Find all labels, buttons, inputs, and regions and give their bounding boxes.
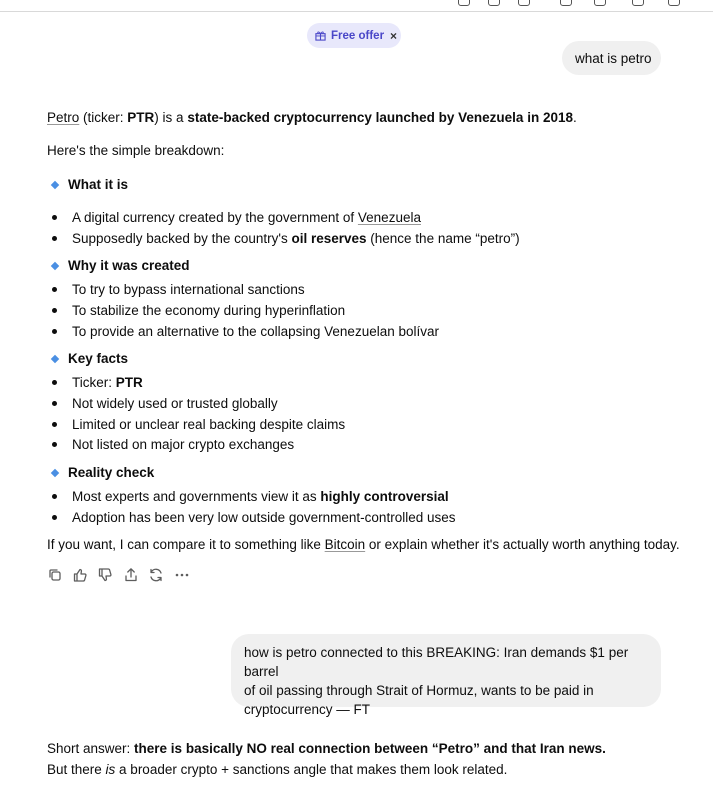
free-offer-pill[interactable] bbox=[307, 23, 401, 48]
list-item: Not listed on major crypto exchanges bbox=[72, 437, 295, 452]
list-item bbox=[72, 230, 520, 248]
regenerate-icon[interactable] bbox=[148, 567, 164, 583]
bullet bbox=[52, 494, 57, 499]
breakdown-text: Here's the simple breakdown: bbox=[47, 143, 225, 158]
list-item: Not widely used or trusted globally bbox=[72, 396, 278, 411]
list-item-text: Supposedly backed by the country's bbox=[72, 231, 292, 246]
bullet bbox=[52, 422, 57, 427]
section-heading-text: Key facts bbox=[68, 351, 129, 366]
closing-text bbox=[47, 536, 680, 554]
diamond-icon bbox=[51, 181, 59, 189]
list-item-text: A digital currency created by the government of bbox=[72, 210, 358, 225]
intro-text: (ticker: bbox=[79, 110, 128, 125]
user-message-line: of oil passing through Strait of Hormuz, wants to be paid in bbox=[244, 683, 594, 698]
toolbar-icon[interactable] bbox=[458, 0, 470, 6]
answer2-text: But there bbox=[47, 762, 106, 777]
list-item-text: Ticker: bbox=[72, 375, 116, 390]
section-heading bbox=[68, 257, 190, 275]
share-icon[interactable] bbox=[123, 567, 139, 583]
section-heading bbox=[68, 176, 128, 194]
toolbar-icon[interactable] bbox=[560, 0, 572, 6]
bitcoin-link[interactable]: Bitcoin bbox=[324, 537, 366, 552]
bookmark-icon[interactable] bbox=[518, 0, 530, 6]
section-heading-text: Reality check bbox=[68, 465, 155, 480]
toolbar-icon[interactable] bbox=[488, 0, 500, 6]
list-item bbox=[72, 374, 143, 392]
diamond-icon bbox=[51, 262, 59, 270]
user-message bbox=[231, 634, 661, 717]
intro-text: ) is a bbox=[154, 110, 188, 125]
section-heading-text: What it is bbox=[68, 177, 128, 192]
list-item-bold: PTR bbox=[115, 375, 143, 390]
petro-link[interactable]: Petro bbox=[47, 110, 80, 125]
thumbs-down-icon[interactable] bbox=[97, 567, 113, 583]
bullet bbox=[52, 308, 57, 313]
user-message-line: cryptocurrency — FT bbox=[244, 702, 371, 717]
list-item: To try to bypass international sanctions bbox=[72, 282, 305, 297]
bullet bbox=[52, 287, 57, 292]
section-heading bbox=[68, 350, 128, 368]
venezuela-link[interactable]: Venezuela bbox=[357, 210, 421, 225]
list-item bbox=[72, 488, 449, 506]
bullet bbox=[52, 442, 57, 447]
list-item: Adoption has been very low outside government-controlled uses bbox=[72, 510, 456, 525]
answer2-bold: there is basically NO real connection between “Petro” and that Iran news. bbox=[134, 741, 606, 756]
section-heading-text: Why it was created bbox=[68, 258, 190, 273]
bullet bbox=[52, 215, 57, 220]
list-item-text: Most experts and governments view it as bbox=[72, 489, 321, 504]
thumbs-up-icon[interactable] bbox=[72, 567, 88, 583]
list-item: To stabilize the economy during hyperinflation bbox=[72, 303, 346, 318]
list-item-bold: highly controversial bbox=[320, 489, 449, 504]
bullet bbox=[52, 329, 57, 334]
answer2-text: a broader crypto + sanctions angle that makes them look related. bbox=[115, 762, 508, 777]
diamond-icon bbox=[51, 469, 59, 477]
list-item bbox=[72, 209, 421, 227]
list-item-bold: oil reserves bbox=[291, 231, 367, 246]
closing-text-part: If you want, I can compare it to something like bbox=[47, 537, 325, 552]
intro-bold: state-backed cryptocurrency launched by Venezuela in 2018 bbox=[187, 110, 573, 125]
diamond-icon bbox=[51, 355, 59, 363]
bullet bbox=[52, 401, 57, 406]
more-icon[interactable] bbox=[174, 567, 190, 583]
free-offer-label: Free offer bbox=[331, 29, 385, 42]
answer2-text: Short answer: bbox=[47, 741, 135, 756]
bullet bbox=[52, 236, 57, 241]
user-message bbox=[562, 41, 661, 75]
answer2-line2 bbox=[47, 761, 507, 779]
answer2-emphasis: is bbox=[105, 762, 116, 777]
gift-icon bbox=[315, 30, 326, 41]
close-icon[interactable]: × bbox=[390, 28, 398, 43]
section-heading bbox=[68, 464, 154, 482]
intro-text: . bbox=[572, 110, 577, 125]
list-item: To provide an alternative to the collapsing Venezuelan bolívar bbox=[72, 324, 439, 339]
user-message-text: what is petro bbox=[575, 51, 652, 66]
answer-intro bbox=[47, 109, 577, 127]
bullet bbox=[52, 515, 57, 520]
toolbar-icon[interactable] bbox=[594, 0, 606, 6]
closing-text-part: or explain whether it's actually worth anything today. bbox=[365, 537, 680, 552]
answer2-line1 bbox=[47, 740, 606, 758]
toolbar-icon[interactable] bbox=[668, 0, 680, 6]
intro-ticker: PTR bbox=[127, 110, 155, 125]
user-message-line: how is petro connected to this BREAKING: Iran demands $1 per barrel bbox=[244, 645, 629, 679]
copy-icon[interactable] bbox=[47, 567, 63, 583]
toolbar-icon[interactable] bbox=[632, 0, 644, 6]
list-item: Limited or unclear real backing despite claims bbox=[72, 417, 346, 432]
top-toolbar bbox=[0, 0, 713, 12]
bullet bbox=[52, 380, 57, 385]
list-item-text: (hence the name “petro”) bbox=[366, 231, 520, 246]
